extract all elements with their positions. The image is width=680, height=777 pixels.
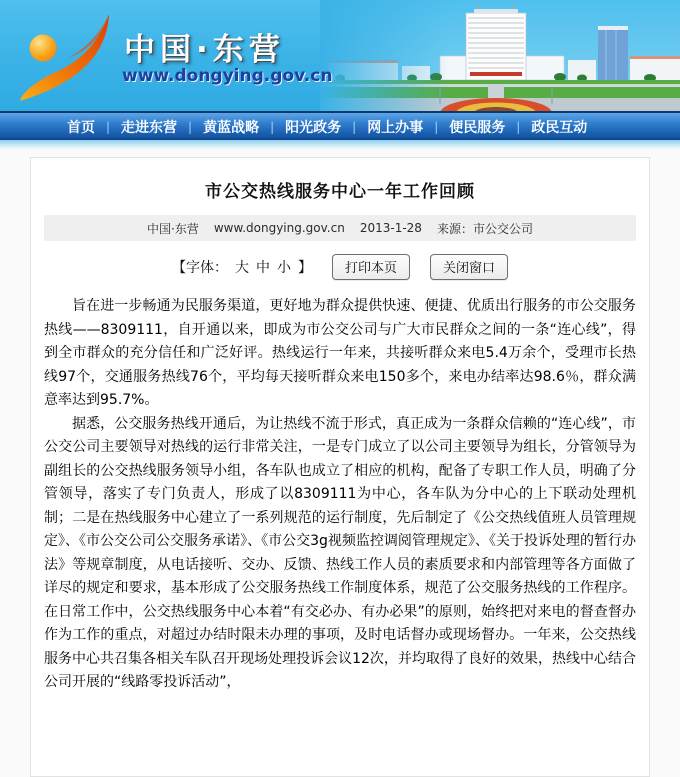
article-body bbox=[44, 295, 636, 695]
article-paragraph: 据悉，公交服务热线开通后，为让热线不流于形式，真正成为一条群众信赖的“连心线”，市公交公司主要领导对热线的运行非常关注，一是专门成立了以公司主要领导为组长，分管领导为副组长的公交热线服务领导小组，各车队也成立了相应的机构，配备了专职工作人员，明确了分管领导，落实了专门负责人，形成了以8309111为中心，各车队为分中心的上下联动处理机制；二是在热线服务中心建立了一系列规范的运行制度，先后制定了《公交热线值班人员管理规定》、《市公交公司公交服务承诺》、《市公交3g视频监控调阅管理规定》、《关于投诉处理的暂行办法》等规章制度，从电话接听、交办、反馈、热线工作人员的素质要求和内部管理等各方面做了详尽的规定和要求，基本形成了公交服务热线工作制度体系，规范了公交服务热线的工作程序。在日常工作中，公交热线服务中心本着“有交必办、有办必果”的原则，始终把对来电的督查督办作为工作的重点，对超过办结时限未办理的事项，及时电话督办或现场督办。一年来，公交热线服务中心共召集各相关车队召开现场处理投诉会议12次，并均取得了良好的效果，热线中心结合公司开展的“线路零投诉活动”， bbox=[44, 415, 636, 690]
meta-site: 中国·东营 bbox=[147, 221, 199, 236]
site-url: www.dongying.gov.cn bbox=[122, 66, 333, 86]
article-meta bbox=[44, 215, 636, 241]
site-name: 中国·东营 bbox=[124, 32, 285, 68]
font-size-control bbox=[172, 257, 312, 277]
meta-source: 来源：市公交公司 bbox=[436, 221, 533, 236]
print-page-button[interactable]: 打印本页 bbox=[332, 254, 410, 280]
close-window-button[interactable]: 关闭窗口 bbox=[430, 254, 508, 280]
nav-separator: | bbox=[516, 119, 521, 134]
meta-url: www.dongying.gov.cn bbox=[213, 221, 345, 235]
meta-date: 2013-1-28 bbox=[359, 221, 422, 235]
font-size-label-prefix: 【字体： bbox=[171, 260, 228, 276]
dongying-logo-icon bbox=[12, 8, 124, 106]
nav-understrip bbox=[0, 140, 680, 149]
header-cityscape-image bbox=[320, 0, 680, 111]
nav-separator: | bbox=[352, 119, 357, 134]
nav-item-about-dongying[interactable]: 走进东营 bbox=[121, 119, 178, 136]
article-paragraph: 旨在进一步畅通为民服务渠道，更好地为群众提供快速、便捷、优质出行服务的市公交服务热线——8309111，自开通以来，即成为市公交公司与广大市民群众之间的一条“连心线”，得到全市群众的充分信任和广泛好评。热线运行一年来，共接听群众来电5.4万余个，受理市长热线97个，交通服务热线76个，平均每天接听群众来电150多个，来电办结率达98.6％，群众满意率达到95.7%。 bbox=[44, 298, 636, 408]
article-panel bbox=[30, 157, 650, 777]
font-size-large-link[interactable]: 大 bbox=[234, 260, 249, 276]
nav-separator: | bbox=[106, 119, 111, 134]
nav-separator: | bbox=[188, 119, 193, 134]
nav-separator: | bbox=[270, 119, 275, 134]
nav-item-open-government[interactable]: 阳光政务 bbox=[285, 119, 342, 136]
nav-item-home[interactable]: 首页 bbox=[67, 119, 95, 136]
nav-item-yellow-blue-strategy[interactable]: 黄蓝战略 bbox=[203, 119, 260, 136]
nav-item-convenience-services[interactable]: 便民服务 bbox=[449, 119, 506, 136]
font-size-label-suffix: 】 bbox=[297, 260, 312, 276]
article-toolbar bbox=[44, 254, 636, 280]
nav-item-public-interaction[interactable]: 政民互动 bbox=[531, 119, 588, 136]
nav-bar bbox=[0, 111, 680, 140]
font-size-medium-link[interactable]: 中 bbox=[255, 260, 270, 276]
site-header bbox=[0, 0, 680, 111]
nav-item-online-services[interactable]: 网上办事 bbox=[367, 119, 424, 136]
page-title: 市公交热线服务中心一年工作回顾 bbox=[205, 182, 475, 202]
nav-separator: | bbox=[434, 119, 439, 134]
font-size-small-link[interactable]: 小 bbox=[276, 260, 291, 276]
